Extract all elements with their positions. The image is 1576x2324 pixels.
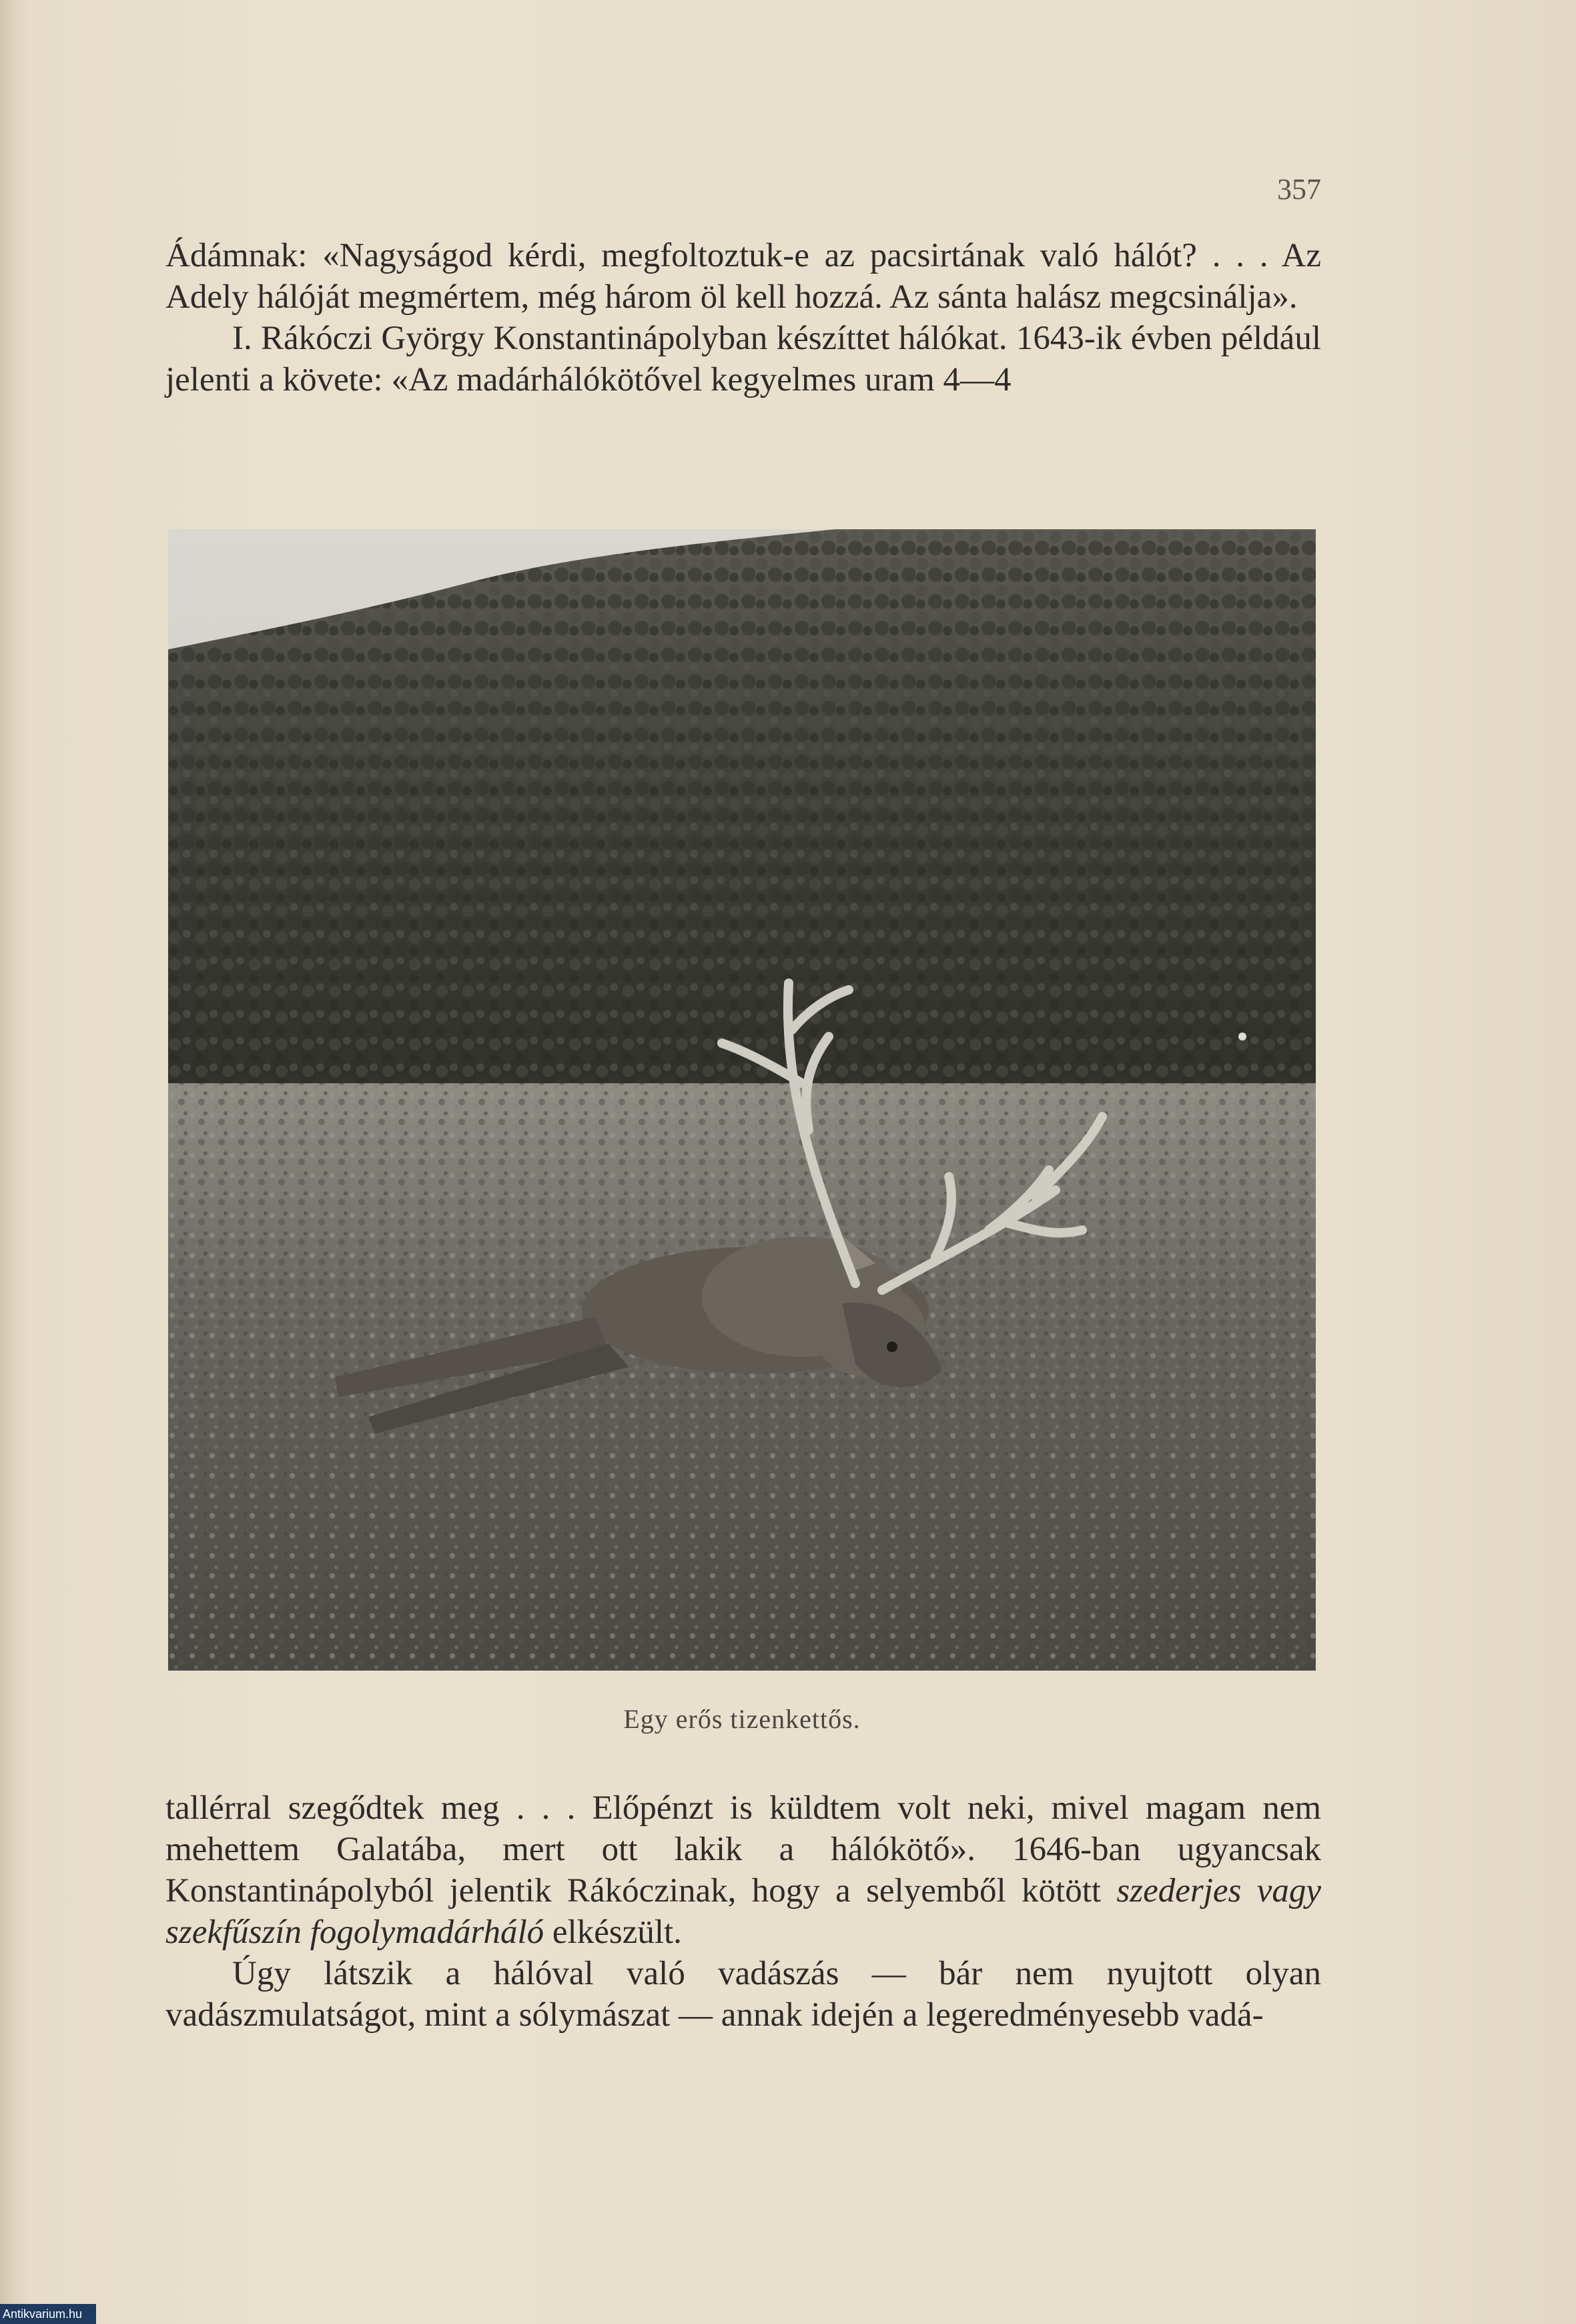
text-run: elkészült. [544,1914,682,1951]
paragraph: I. Rákóczi György Konstantinápolyban készíttet hálókat. 1643-ik évben például jelenti a követe: «Az madárhálókötővel kegyelmes uram 4—4 [165,320,1321,398]
text-run: tallérral szegődtek meg . . . Előpénzt is küldtem volt neki, mivel magam nem mehettem Galatába, mert ott lakik a hálókötő». 1646-ban ugyancsak Konstantinápolyból jelentik Rákóczinak, hogy a selyemből kötött [165,1789,1321,1910]
top-text-block [165,235,1321,400]
watermark-label: Antikvarium.hu [0,2304,96,2324]
italic-phrase: szederjes vagy szekfűszín fogolymadárháló [165,1872,1321,1951]
photo-illustration [168,529,1316,1671]
bottom-text-block [165,1787,1321,2036]
stag-photograph [168,529,1316,1671]
paragraph: Úgy látszik a hálóval való vadászás — bár nem nyujtott olyan vadászmulatságot, mint a sólymászat — annak idején a legeredményesebb vadá- [165,1955,1321,2034]
figure-caption: Egy erős tizenkettős. [623,1704,861,1734]
paragraph: Ádámnak: «Nagyságod kérdi, megfoltoztuk-e az pacsirtának való hálót? . . . Az Adely hálóját megmértem, még három öl kell hozzá. Az sánta halász megcsinálja». [165,237,1321,316]
page-number: 357 [1277,173,1321,206]
paragraph [165,1787,1321,1953]
